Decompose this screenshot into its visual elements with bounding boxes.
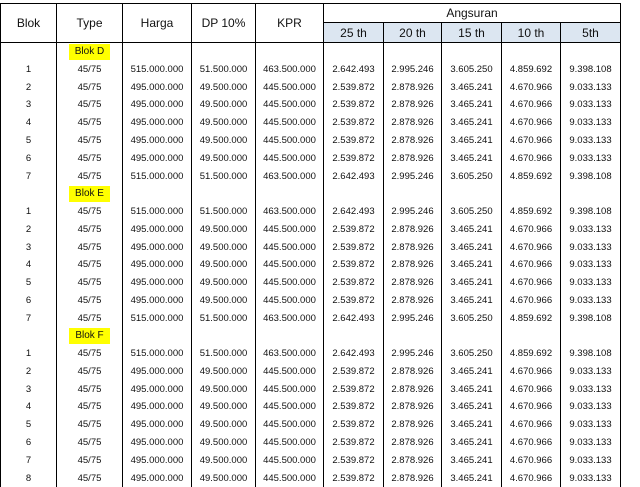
cell-angsuran: 3.465.241 — [442, 416, 502, 434]
cell-angsuran: 3.465.241 — [442, 149, 502, 167]
cell-angsuran: 9.398.108 — [561, 345, 621, 363]
cell-angsuran: 3.465.241 — [442, 434, 502, 452]
cell-dp: 49.500.000 — [192, 416, 256, 434]
cell-type: 45/75 — [57, 398, 123, 416]
empty-cell — [502, 327, 561, 345]
empty-cell — [442, 43, 502, 61]
cell-dp: 49.500.000 — [192, 434, 256, 452]
cell-angsuran: 9.398.108 — [561, 203, 621, 221]
cell-type: 45/75 — [57, 345, 123, 363]
cell-angsuran: 4.670.966 — [502, 78, 561, 96]
cell-type: 45/75 — [57, 167, 123, 185]
cell-no: 5 — [1, 132, 57, 150]
cell-angsuran: 2.642.493 — [324, 203, 384, 221]
cell-type: 45/75 — [57, 256, 123, 274]
cell-angsuran: 9.398.108 — [561, 167, 621, 185]
cell-type: 45/75 — [57, 96, 123, 114]
cell-angsuran: 3.465.241 — [442, 132, 502, 150]
cell-angsuran: 2.995.246 — [384, 61, 442, 79]
cell-angsuran: 2.539.872 — [324, 132, 384, 150]
block-label: Blok D — [69, 44, 110, 60]
cell-harga: 495.000.000 — [123, 114, 192, 132]
cell-no: 8 — [1, 469, 57, 487]
col-header-term: 10 th — [502, 23, 561, 43]
cell-type: 45/75 — [57, 380, 123, 398]
table-body — [1, 43, 621, 487]
cell-angsuran: 2.878.926 — [384, 132, 442, 150]
cell-angsuran: 2.995.246 — [384, 203, 442, 221]
table-row — [1, 345, 621, 363]
cell-angsuran: 2.995.246 — [384, 345, 442, 363]
cell-type: 45/75 — [57, 274, 123, 292]
cell-type: 45/75 — [57, 203, 123, 221]
block-label-cell — [57, 185, 123, 203]
cell-no: 3 — [1, 96, 57, 114]
cell-angsuran: 2.995.246 — [384, 309, 442, 327]
cell-angsuran: 9.033.133 — [561, 132, 621, 150]
cell-kpr: 445.500.000 — [256, 451, 324, 469]
cell-dp: 49.500.000 — [192, 149, 256, 167]
cell-harga: 495.000.000 — [123, 362, 192, 380]
cell-dp: 49.500.000 — [192, 362, 256, 380]
cell-dp: 49.500.000 — [192, 78, 256, 96]
cell-angsuran: 9.033.133 — [561, 274, 621, 292]
col-header-term: 25 th — [324, 23, 384, 43]
cell-kpr: 445.500.000 — [256, 220, 324, 238]
block-header-cell — [1, 185, 57, 203]
cell-no: 1 — [1, 203, 57, 221]
cell-angsuran: 2.539.872 — [324, 220, 384, 238]
cell-no: 7 — [1, 309, 57, 327]
cell-dp: 49.500.000 — [192, 114, 256, 132]
cell-type: 45/75 — [57, 132, 123, 150]
cell-no: 6 — [1, 149, 57, 167]
empty-cell — [324, 43, 384, 61]
cell-angsuran: 2.539.872 — [324, 114, 384, 132]
cell-no: 3 — [1, 380, 57, 398]
table-row — [1, 380, 621, 398]
cell-harga: 495.000.000 — [123, 398, 192, 416]
table-row — [1, 362, 621, 380]
cell-angsuran: 3.465.241 — [442, 362, 502, 380]
empty-cell — [192, 43, 256, 61]
cell-harga: 495.000.000 — [123, 416, 192, 434]
cell-dp: 49.500.000 — [192, 274, 256, 292]
cell-angsuran: 9.033.133 — [561, 469, 621, 487]
cell-angsuran: 2.539.872 — [324, 96, 384, 114]
cell-dp: 49.500.000 — [192, 96, 256, 114]
block-header-row — [1, 43, 621, 61]
cell-angsuran: 2.878.926 — [384, 398, 442, 416]
cell-kpr: 445.500.000 — [256, 96, 324, 114]
empty-cell — [384, 185, 442, 203]
cell-angsuran: 2.539.872 — [324, 362, 384, 380]
cell-harga: 515.000.000 — [123, 309, 192, 327]
cell-angsuran: 2.878.926 — [384, 149, 442, 167]
table-row — [1, 220, 621, 238]
cell-dp: 49.500.000 — [192, 380, 256, 398]
cell-angsuran: 4.670.966 — [502, 149, 561, 167]
cell-harga: 495.000.000 — [123, 238, 192, 256]
cell-kpr: 445.500.000 — [256, 416, 324, 434]
table-row — [1, 274, 621, 292]
cell-angsuran: 4.670.966 — [502, 96, 561, 114]
cell-angsuran: 2.539.872 — [324, 469, 384, 487]
cell-angsuran: 9.398.108 — [561, 61, 621, 79]
cell-angsuran: 3.465.241 — [442, 292, 502, 310]
cell-angsuran: 4.670.966 — [502, 469, 561, 487]
cell-angsuran: 9.033.133 — [561, 220, 621, 238]
cell-no: 2 — [1, 362, 57, 380]
cell-harga: 495.000.000 — [123, 274, 192, 292]
cell-angsuran: 4.670.966 — [502, 398, 561, 416]
cell-angsuran: 3.465.241 — [442, 114, 502, 132]
cell-angsuran: 9.033.133 — [561, 256, 621, 274]
table-row — [1, 309, 621, 327]
cell-kpr: 445.500.000 — [256, 362, 324, 380]
cell-kpr: 445.500.000 — [256, 114, 324, 132]
table-row — [1, 292, 621, 310]
cell-angsuran: 2.642.493 — [324, 61, 384, 79]
cell-kpr: 445.500.000 — [256, 78, 324, 96]
empty-cell — [192, 185, 256, 203]
cell-angsuran: 3.465.241 — [442, 96, 502, 114]
cell-harga: 515.000.000 — [123, 203, 192, 221]
cell-kpr: 463.500.000 — [256, 309, 324, 327]
cell-type: 45/75 — [57, 469, 123, 487]
cell-angsuran: 9.033.133 — [561, 96, 621, 114]
price-table — [0, 3, 621, 487]
cell-harga: 515.000.000 — [123, 167, 192, 185]
empty-cell — [561, 327, 621, 345]
cell-angsuran: 4.859.692 — [502, 167, 561, 185]
cell-dp: 49.500.000 — [192, 220, 256, 238]
cell-angsuran: 9.033.133 — [561, 434, 621, 452]
cell-angsuran: 4.670.966 — [502, 416, 561, 434]
empty-cell — [192, 327, 256, 345]
cell-no: 7 — [1, 451, 57, 469]
block-label: Blok E — [69, 186, 110, 202]
cell-type: 45/75 — [57, 309, 123, 327]
cell-angsuran: 2.539.872 — [324, 256, 384, 274]
cell-angsuran: 2.642.493 — [324, 167, 384, 185]
cell-dp: 49.500.000 — [192, 451, 256, 469]
cell-angsuran: 3.465.241 — [442, 380, 502, 398]
table-row — [1, 451, 621, 469]
cell-angsuran: 4.670.966 — [502, 451, 561, 469]
cell-angsuran: 4.670.966 — [502, 434, 561, 452]
cell-dp: 49.500.000 — [192, 469, 256, 487]
col-header-term: 15 th — [442, 23, 502, 43]
cell-angsuran: 3.465.241 — [442, 451, 502, 469]
cell-harga: 495.000.000 — [123, 149, 192, 167]
col-header-term: 20 th — [384, 23, 442, 43]
cell-type: 45/75 — [57, 114, 123, 132]
cell-angsuran: 3.465.241 — [442, 78, 502, 96]
table-row — [1, 434, 621, 452]
cell-angsuran: 4.859.692 — [502, 61, 561, 79]
cell-angsuran: 2.539.872 — [324, 78, 384, 96]
table-row — [1, 238, 621, 256]
cell-angsuran: 4.670.966 — [502, 114, 561, 132]
cell-kpr: 463.500.000 — [256, 345, 324, 363]
col-header-dp: DP 10% — [192, 4, 256, 43]
cell-no: 6 — [1, 292, 57, 310]
cell-kpr: 445.500.000 — [256, 434, 324, 452]
cell-angsuran: 4.670.966 — [502, 362, 561, 380]
cell-angsuran: 2.878.926 — [384, 256, 442, 274]
col-header-angsuran: Angsuran — [324, 4, 621, 23]
cell-angsuran: 2.878.926 — [384, 274, 442, 292]
cell-type: 45/75 — [57, 149, 123, 167]
cell-kpr: 445.500.000 — [256, 132, 324, 150]
cell-no: 6 — [1, 434, 57, 452]
table-row — [1, 416, 621, 434]
cell-angsuran: 9.033.133 — [561, 380, 621, 398]
cell-no: 3 — [1, 238, 57, 256]
cell-angsuran: 2.539.872 — [324, 434, 384, 452]
cell-angsuran: 9.398.108 — [561, 309, 621, 327]
cell-kpr: 445.500.000 — [256, 149, 324, 167]
cell-angsuran: 2.539.872 — [324, 398, 384, 416]
cell-no: 5 — [1, 274, 57, 292]
cell-angsuran: 4.670.966 — [502, 274, 561, 292]
empty-cell — [384, 43, 442, 61]
cell-angsuran: 2.642.493 — [324, 345, 384, 363]
cell-angsuran: 3.465.241 — [442, 220, 502, 238]
empty-cell — [324, 185, 384, 203]
table-row — [1, 469, 621, 487]
cell-angsuran: 2.995.246 — [384, 167, 442, 185]
cell-angsuran: 9.033.133 — [561, 451, 621, 469]
cell-angsuran: 2.878.926 — [384, 292, 442, 310]
cell-no: 4 — [1, 114, 57, 132]
empty-cell — [324, 327, 384, 345]
cell-angsuran: 3.465.241 — [442, 398, 502, 416]
empty-cell — [502, 43, 561, 61]
cell-harga: 515.000.000 — [123, 61, 192, 79]
cell-no: 2 — [1, 78, 57, 96]
cell-angsuran: 3.605.250 — [442, 309, 502, 327]
cell-type: 45/75 — [57, 238, 123, 256]
cell-angsuran: 4.670.966 — [502, 256, 561, 274]
cell-angsuran: 9.033.133 — [561, 78, 621, 96]
cell-dp: 49.500.000 — [192, 256, 256, 274]
empty-cell — [256, 43, 324, 61]
cell-angsuran: 2.878.926 — [384, 362, 442, 380]
cell-angsuran: 9.033.133 — [561, 398, 621, 416]
cell-type: 45/75 — [57, 220, 123, 238]
cell-angsuran: 3.465.241 — [442, 238, 502, 256]
cell-dp: 51.500.000 — [192, 203, 256, 221]
cell-angsuran: 2.878.926 — [384, 469, 442, 487]
col-header-term: 5th — [561, 23, 621, 43]
cell-no: 1 — [1, 61, 57, 79]
empty-cell — [442, 327, 502, 345]
cell-no: 4 — [1, 256, 57, 274]
cell-harga: 495.000.000 — [123, 132, 192, 150]
cell-angsuran: 2.539.872 — [324, 451, 384, 469]
cell-angsuran: 2.878.926 — [384, 114, 442, 132]
cell-angsuran: 2.539.872 — [324, 149, 384, 167]
cell-harga: 495.000.000 — [123, 292, 192, 310]
cell-kpr: 463.500.000 — [256, 167, 324, 185]
cell-angsuran: 4.670.966 — [502, 292, 561, 310]
table-row — [1, 256, 621, 274]
cell-dp: 49.500.000 — [192, 292, 256, 310]
cell-harga: 495.000.000 — [123, 96, 192, 114]
block-label-cell — [57, 327, 123, 345]
cell-angsuran: 9.033.133 — [561, 416, 621, 434]
table-row — [1, 203, 621, 221]
cell-harga: 495.000.000 — [123, 469, 192, 487]
cell-kpr: 445.500.000 — [256, 398, 324, 416]
cell-kpr: 445.500.000 — [256, 469, 324, 487]
cell-angsuran: 2.642.493 — [324, 309, 384, 327]
cell-dp: 49.500.000 — [192, 132, 256, 150]
cell-angsuran: 9.033.133 — [561, 292, 621, 310]
table-row — [1, 132, 621, 150]
cell-angsuran: 3.465.241 — [442, 469, 502, 487]
cell-type: 45/75 — [57, 292, 123, 310]
cell-angsuran: 9.033.133 — [561, 238, 621, 256]
cell-angsuran: 4.859.692 — [502, 345, 561, 363]
cell-angsuran: 2.878.926 — [384, 96, 442, 114]
empty-cell — [123, 327, 192, 345]
cell-dp: 51.500.000 — [192, 345, 256, 363]
cell-angsuran: 4.670.966 — [502, 380, 561, 398]
col-header-blok: Blok — [1, 4, 57, 43]
cell-kpr: 463.500.000 — [256, 203, 324, 221]
cell-angsuran: 2.539.872 — [324, 238, 384, 256]
col-header-kpr: KPR — [256, 4, 324, 43]
cell-angsuran: 2.539.872 — [324, 274, 384, 292]
cell-angsuran: 2.878.926 — [384, 380, 442, 398]
table-row — [1, 398, 621, 416]
cell-harga: 495.000.000 — [123, 451, 192, 469]
cell-type: 45/75 — [57, 451, 123, 469]
cell-type: 45/75 — [57, 434, 123, 452]
cell-angsuran: 9.033.133 — [561, 114, 621, 132]
cell-type: 45/75 — [57, 78, 123, 96]
cell-angsuran: 2.878.926 — [384, 416, 442, 434]
cell-dp: 49.500.000 — [192, 398, 256, 416]
table-row — [1, 167, 621, 185]
block-header-cell — [1, 327, 57, 345]
empty-cell — [256, 327, 324, 345]
cell-kpr: 445.500.000 — [256, 274, 324, 292]
empty-cell — [442, 185, 502, 203]
cell-harga: 495.000.000 — [123, 434, 192, 452]
cell-type: 45/75 — [57, 61, 123, 79]
cell-angsuran: 2.878.926 — [384, 451, 442, 469]
cell-angsuran: 4.670.966 — [502, 238, 561, 256]
cell-harga: 515.000.000 — [123, 345, 192, 363]
block-label-cell — [57, 43, 123, 61]
block-header-row — [1, 185, 621, 203]
empty-cell — [256, 185, 324, 203]
empty-cell — [384, 327, 442, 345]
cell-harga: 495.000.000 — [123, 78, 192, 96]
table-header — [1, 4, 621, 43]
cell-harga: 495.000.000 — [123, 256, 192, 274]
table-row — [1, 61, 621, 79]
cell-angsuran: 2.539.872 — [324, 416, 384, 434]
cell-angsuran: 9.033.133 — [561, 362, 621, 380]
col-header-type: Type — [57, 4, 123, 43]
cell-no: 4 — [1, 398, 57, 416]
cell-no: 5 — [1, 416, 57, 434]
cell-angsuran: 2.878.926 — [384, 78, 442, 96]
empty-cell — [123, 43, 192, 61]
cell-dp: 49.500.000 — [192, 238, 256, 256]
cell-angsuran: 4.670.966 — [502, 220, 561, 238]
cell-harga: 495.000.000 — [123, 220, 192, 238]
cell-kpr: 445.500.000 — [256, 238, 324, 256]
cell-kpr: 445.500.000 — [256, 292, 324, 310]
cell-no: 7 — [1, 167, 57, 185]
cell-angsuran: 2.539.872 — [324, 380, 384, 398]
cell-angsuran: 3.605.250 — [442, 203, 502, 221]
table-row — [1, 78, 621, 96]
cell-dp: 51.500.000 — [192, 61, 256, 79]
col-header-harga: Harga — [123, 4, 192, 43]
cell-kpr: 445.500.000 — [256, 380, 324, 398]
empty-cell — [502, 185, 561, 203]
cell-no: 1 — [1, 345, 57, 363]
empty-cell — [123, 185, 192, 203]
cell-type: 45/75 — [57, 362, 123, 380]
cell-angsuran: 4.859.692 — [502, 203, 561, 221]
table-row — [1, 114, 621, 132]
block-label: Blok F — [69, 328, 109, 344]
empty-cell — [561, 43, 621, 61]
cell-angsuran: 2.878.926 — [384, 434, 442, 452]
table-row — [1, 149, 621, 167]
cell-no: 2 — [1, 220, 57, 238]
cell-angsuran: 3.465.241 — [442, 256, 502, 274]
block-header-row — [1, 327, 621, 345]
cell-harga: 495.000.000 — [123, 380, 192, 398]
empty-cell — [561, 185, 621, 203]
cell-angsuran: 2.878.926 — [384, 238, 442, 256]
cell-angsuran: 2.878.926 — [384, 220, 442, 238]
cell-angsuran: 3.465.241 — [442, 274, 502, 292]
cell-angsuran: 2.539.872 — [324, 292, 384, 310]
cell-angsuran: 3.605.250 — [442, 61, 502, 79]
cell-kpr: 463.500.000 — [256, 61, 324, 79]
cell-angsuran: 4.859.692 — [502, 309, 561, 327]
cell-dp: 51.500.000 — [192, 309, 256, 327]
cell-dp: 51.500.000 — [192, 167, 256, 185]
table-row — [1, 96, 621, 114]
cell-angsuran: 3.605.250 — [442, 345, 502, 363]
cell-angsuran: 3.605.250 — [442, 167, 502, 185]
cell-kpr: 445.500.000 — [256, 256, 324, 274]
cell-type: 45/75 — [57, 416, 123, 434]
block-header-cell — [1, 43, 57, 61]
cell-angsuran: 9.033.133 — [561, 149, 621, 167]
cell-angsuran: 4.670.966 — [502, 132, 561, 150]
